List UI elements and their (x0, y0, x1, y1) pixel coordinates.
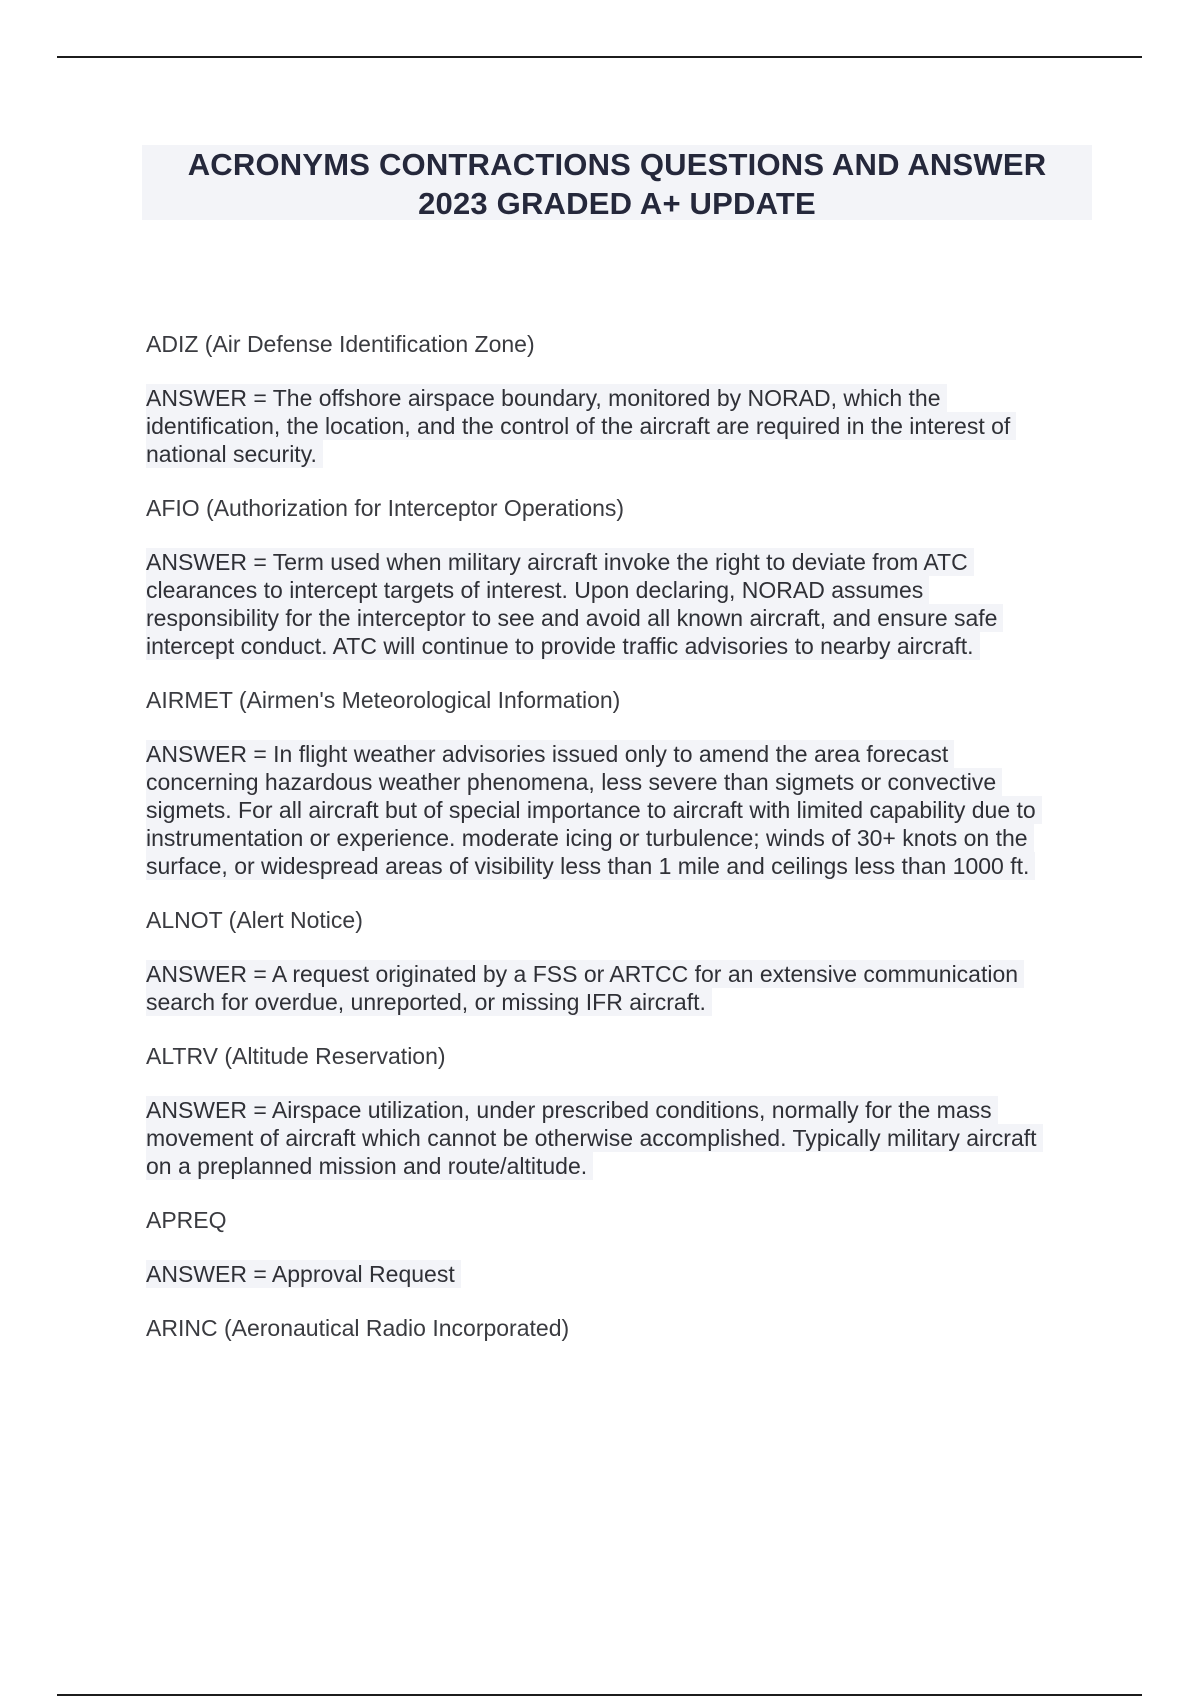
answer-line: movement of aircraft which cannot be otherwise accomplished. Typically military aircraft (146, 1124, 1043, 1152)
title-line-1: ACRONYMS CONTRACTIONS QUESTIONS AND ANSWER (187, 147, 1047, 182)
answer-block (146, 548, 1086, 660)
document-title (142, 145, 1092, 220)
answer-line: national security. (146, 440, 323, 468)
answer-block (146, 960, 1086, 1016)
answer-block (146, 384, 1086, 468)
answer-line: responsibility for the interceptor to see and avoid all known aircraft, and ensure safe (146, 604, 1003, 632)
answer-line: concerning hazardous weather phenomena, less severe than sigmets or convective (146, 768, 1002, 796)
answer-line: clearances to intercept targets of interest. Upon declaring, NORAD assumes (146, 576, 929, 604)
acronym-term: AIRMET (Airmen's Meteorological Information) (146, 687, 621, 713)
answer-line: ANSWER = Airspace utilization, under prescribed conditions, normally for the mass (146, 1096, 998, 1124)
answer-line: intercept conduct. ATC will continue to provide traffic advisories to nearby aircraft. (146, 632, 980, 660)
top-rule (57, 56, 1142, 58)
acronym-term: APREQ (146, 1207, 227, 1233)
answer-line: identification, the location, and the control of the aircraft are required in the interest of (146, 412, 1016, 440)
answer-line: sigmets. For all aircraft but of special importance to aircraft with limited capability due to (146, 796, 1042, 824)
acronym-term: ARINC (Aeronautical Radio Incorporated) (146, 1315, 570, 1341)
answer-block (146, 740, 1086, 880)
answer-line: search for overdue, unreported, or missing IFR aircraft. (146, 988, 712, 1016)
answer-block (146, 1260, 1086, 1288)
answer-line: ANSWER = In flight weather advisories issued only to amend the area forecast (146, 740, 954, 768)
acronym-term: ALNOT (Alert Notice) (146, 907, 363, 933)
answer-line: ANSWER = Term used when military aircraft invoke the right to deviate from ATC (146, 548, 974, 576)
answer-line: surface, or widespread areas of visibility less than 1 mile and ceilings less than 1000 ft. (146, 852, 1035, 880)
answer-line: ANSWER = The offshore airspace boundary, monitored by NORAD, which the (146, 384, 947, 412)
acronym-term: ALTRV (Altitude Reservation) (146, 1043, 446, 1069)
qa-list (146, 330, 1086, 1368)
answer-line: ANSWER = A request originated by a FSS or ARTCC for an extensive communication (146, 960, 1024, 988)
answer-block (146, 1096, 1086, 1180)
bottom-rule (57, 1694, 1142, 1696)
answer-line: ANSWER = Approval Request (146, 1260, 461, 1288)
acronym-term: ADIZ (Air Defense Identification Zone) (146, 331, 535, 357)
answer-line: instrumentation or experience. moderate icing or turbulence; winds of 30+ knots on the (146, 824, 1034, 852)
title-line-2: 2023 GRADED A+ UPDATE (418, 186, 816, 221)
answer-line: on a preplanned mission and route/altitude. (146, 1152, 593, 1180)
acronym-term: AFIO (Authorization for Interceptor Operations) (146, 495, 625, 521)
